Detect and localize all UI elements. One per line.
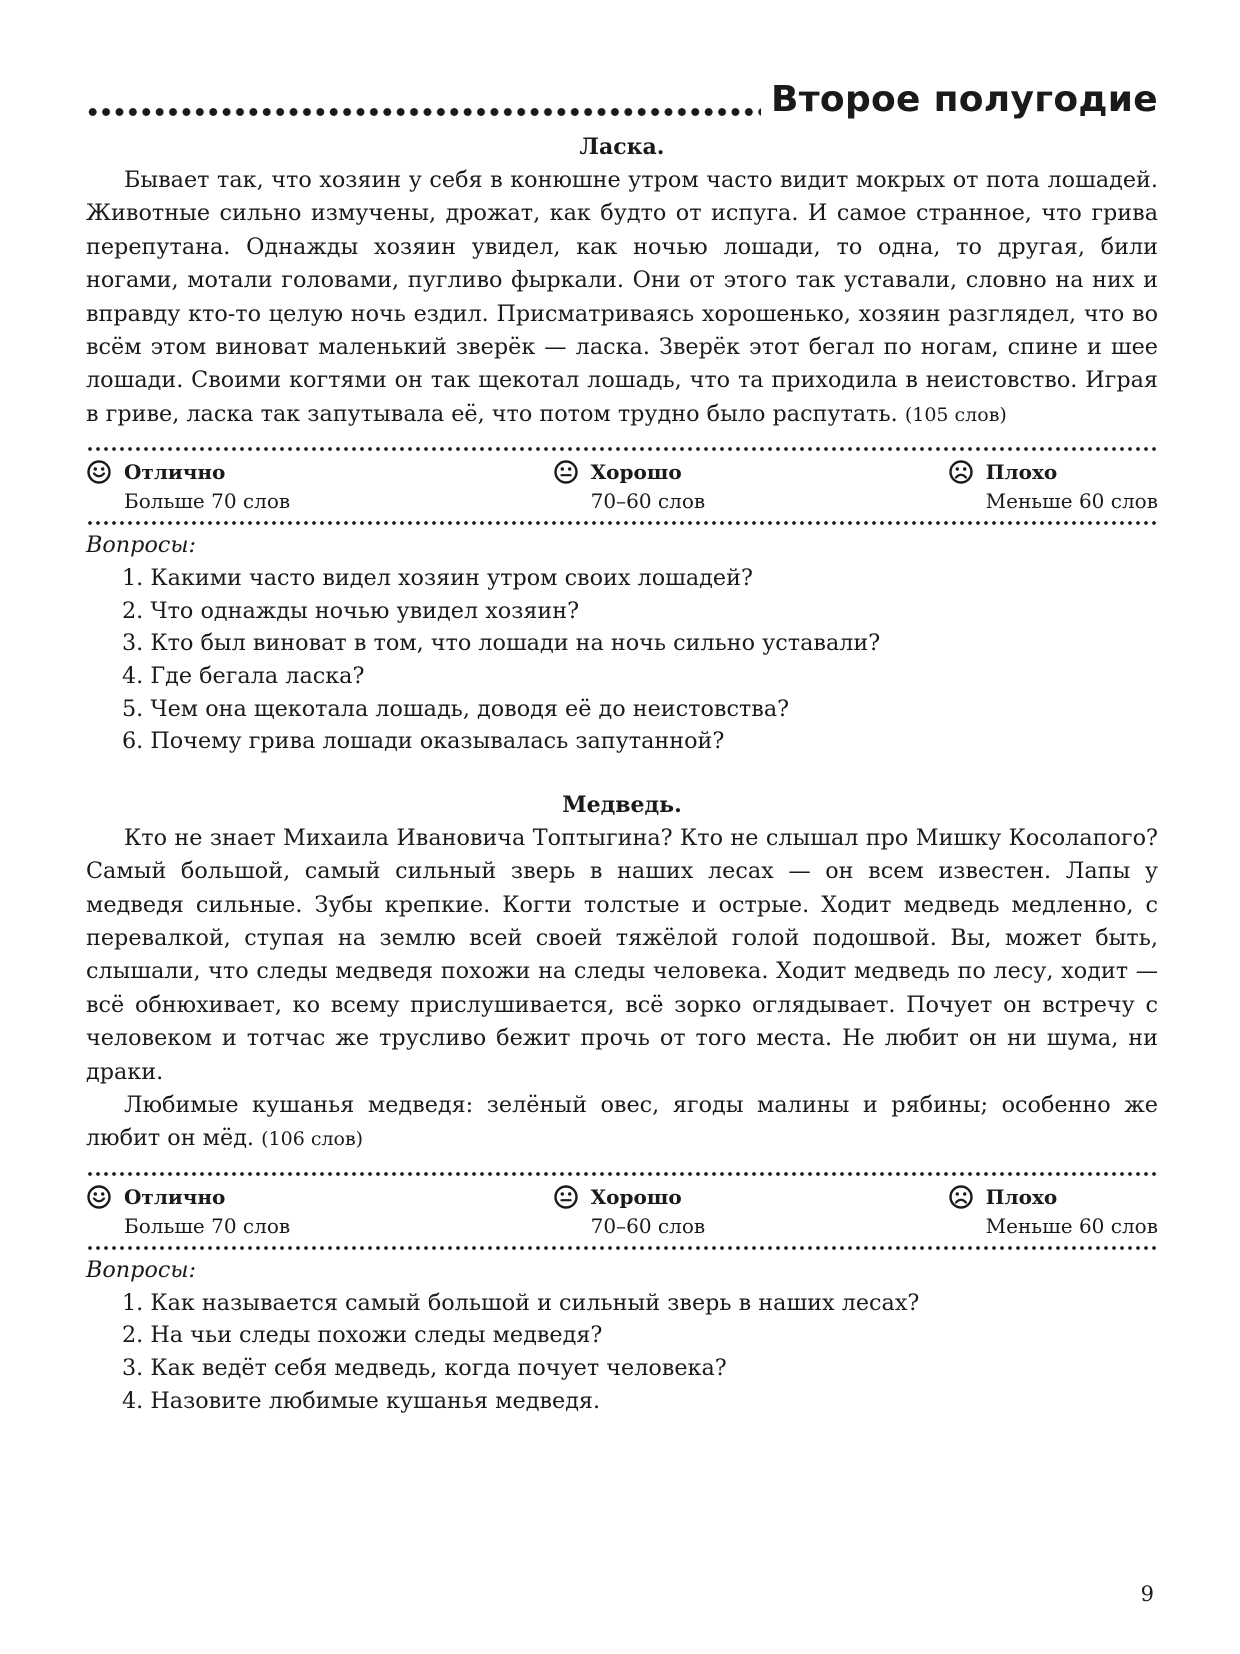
section-title: Второе полугодие	[771, 79, 1158, 120]
word-count: (106 слов)	[261, 1128, 364, 1151]
rating-value: Больше 70 слов	[124, 1213, 291, 1238]
rating-label: Хорошо	[590, 460, 682, 485]
questions-list	[86, 1287, 1158, 1417]
question-item: 2. Что однажды ночью увидел хозяин?	[122, 597, 580, 624]
rating-row	[86, 452, 1158, 520]
rating-row	[86, 1177, 1158, 1245]
questions-heading: Вопросы:	[86, 532, 197, 559]
question-item: 5. Чем она щекотала лошадь, доводя её до неистовства?	[122, 695, 790, 722]
dotted-divider	[86, 520, 1158, 526]
dotted-divider	[86, 1245, 1158, 1251]
story-bear	[86, 788, 1158, 1417]
questions-heading: Вопросы:	[86, 1256, 197, 1283]
rating-table	[86, 1171, 1158, 1251]
question-item: 3. Кто был виноват в том, что лошади на ночь сильно уставали?	[122, 630, 881, 657]
question-item: 4. Где бегала ласка?	[122, 663, 365, 690]
rating-bad	[948, 1183, 1158, 1241]
question-item: 3. Как ведёт себя медведь, когда почует человека?	[122, 1355, 727, 1382]
story-title: Медведь.	[562, 791, 682, 818]
page	[86, 70, 1158, 1417]
rating-bad	[948, 458, 1158, 516]
question-item: 2. На чьи следы похожи следы медведя?	[122, 1322, 603, 1349]
story-paragraph: Бывает так, что хозяин у себя в конюшне утром часто видит мокрых от пота лошадей. Животные сильно измучены, дрожат, как будто от испуга. И самое странное, что грива перепутана. Однажды хозяин увидел, как ночью лошади, то одна, то другая, били ногами, мотали головами, пугливо фыркали. Они от этого так уставали, словно на них и вправду кто-то целую ночь ездил. Присматриваясь хорошенько, хозяин разглядел, что во всём этом виноват маленький зверёк — ласка. Зверёк этот бегал по ногам, спине и шее лошади. Своими когтями он так щекотал лошадь, что та приходила в неистовство. Играя в гриве, ласка так запутывала её, что потом трудно было распутать. (105 слов)	[86, 167, 1158, 427]
rating-label: Хорошо	[590, 1184, 682, 1209]
rating-label: Отлично	[124, 1184, 226, 1209]
story-title: Ласка.	[579, 134, 665, 160]
sad-face-icon	[948, 459, 974, 485]
word-count: (105 слов)	[904, 403, 1007, 426]
rating-label: Плохо	[985, 460, 1058, 485]
rating-excellent	[86, 458, 290, 516]
rating-value: Больше 70 слов	[124, 489, 291, 514]
page-header	[86, 70, 1158, 130]
smile-face-icon	[86, 459, 112, 485]
sad-face-icon	[948, 1184, 974, 1210]
question-item: 4. Назовите любимые кушанья медведя.	[122, 1387, 601, 1414]
smile-face-icon	[86, 1184, 112, 1210]
rating-value: Меньше 60 слов	[985, 1213, 1158, 1238]
rating-value: 70–60 слов	[590, 1213, 706, 1238]
neutral-face-icon	[553, 1184, 579, 1210]
rating-value: Меньше 60 слов	[985, 489, 1158, 514]
rating-good	[553, 1183, 705, 1241]
rating-label: Отлично	[124, 460, 226, 485]
story-weasel	[86, 130, 1158, 758]
page-number: 9	[1140, 1582, 1154, 1606]
story-paragraph: Кто не знает Михаила Ивановича Топтыгина? Кто не слышал про Мишку Косолапого? Самый большой, самый сильный зверь в наших лесах — он всем известен. Лапы у медведя сильные. Зубы крепкие. Когти толстые и острые. Ходит медведь медленно, с перевалкой, ступая на землю всей своей тяжёлой голой подошвой. Вы, может быть, слышали, что следы медведя похожи на следы человека. Ходит медведь по лесу, ходит — всё обнюхивает, ко всему прислушивается, всё зорко оглядывает. Почует он встречу с человеком и тотчас же трусливо бежит прочь от того места. Не любит он ни шума, ни драки.	[86, 824, 1158, 1085]
story-paragraph: Любимые кушанья медведя: зелёный овес, ягоды малины и рябины; особенно же любит он мёд. (106 слов)	[86, 1092, 1158, 1152]
header-dot-leader	[86, 102, 761, 122]
rating-good	[553, 458, 705, 516]
rating-label: Плохо	[985, 1184, 1058, 1209]
question-item: 1. Какими часто видел хозяин утром своих лошадей?	[122, 565, 753, 592]
rating-table	[86, 446, 1158, 526]
question-item: 6. Почему грива лошади оказывалась запутанной?	[122, 728, 725, 755]
neutral-face-icon	[553, 459, 579, 485]
rating-excellent	[86, 1183, 290, 1241]
questions-list	[86, 562, 1158, 758]
question-item: 1. Как называется самый большой и сильный зверь в наших лесах?	[122, 1289, 920, 1316]
rating-value: 70–60 слов	[590, 489, 706, 514]
